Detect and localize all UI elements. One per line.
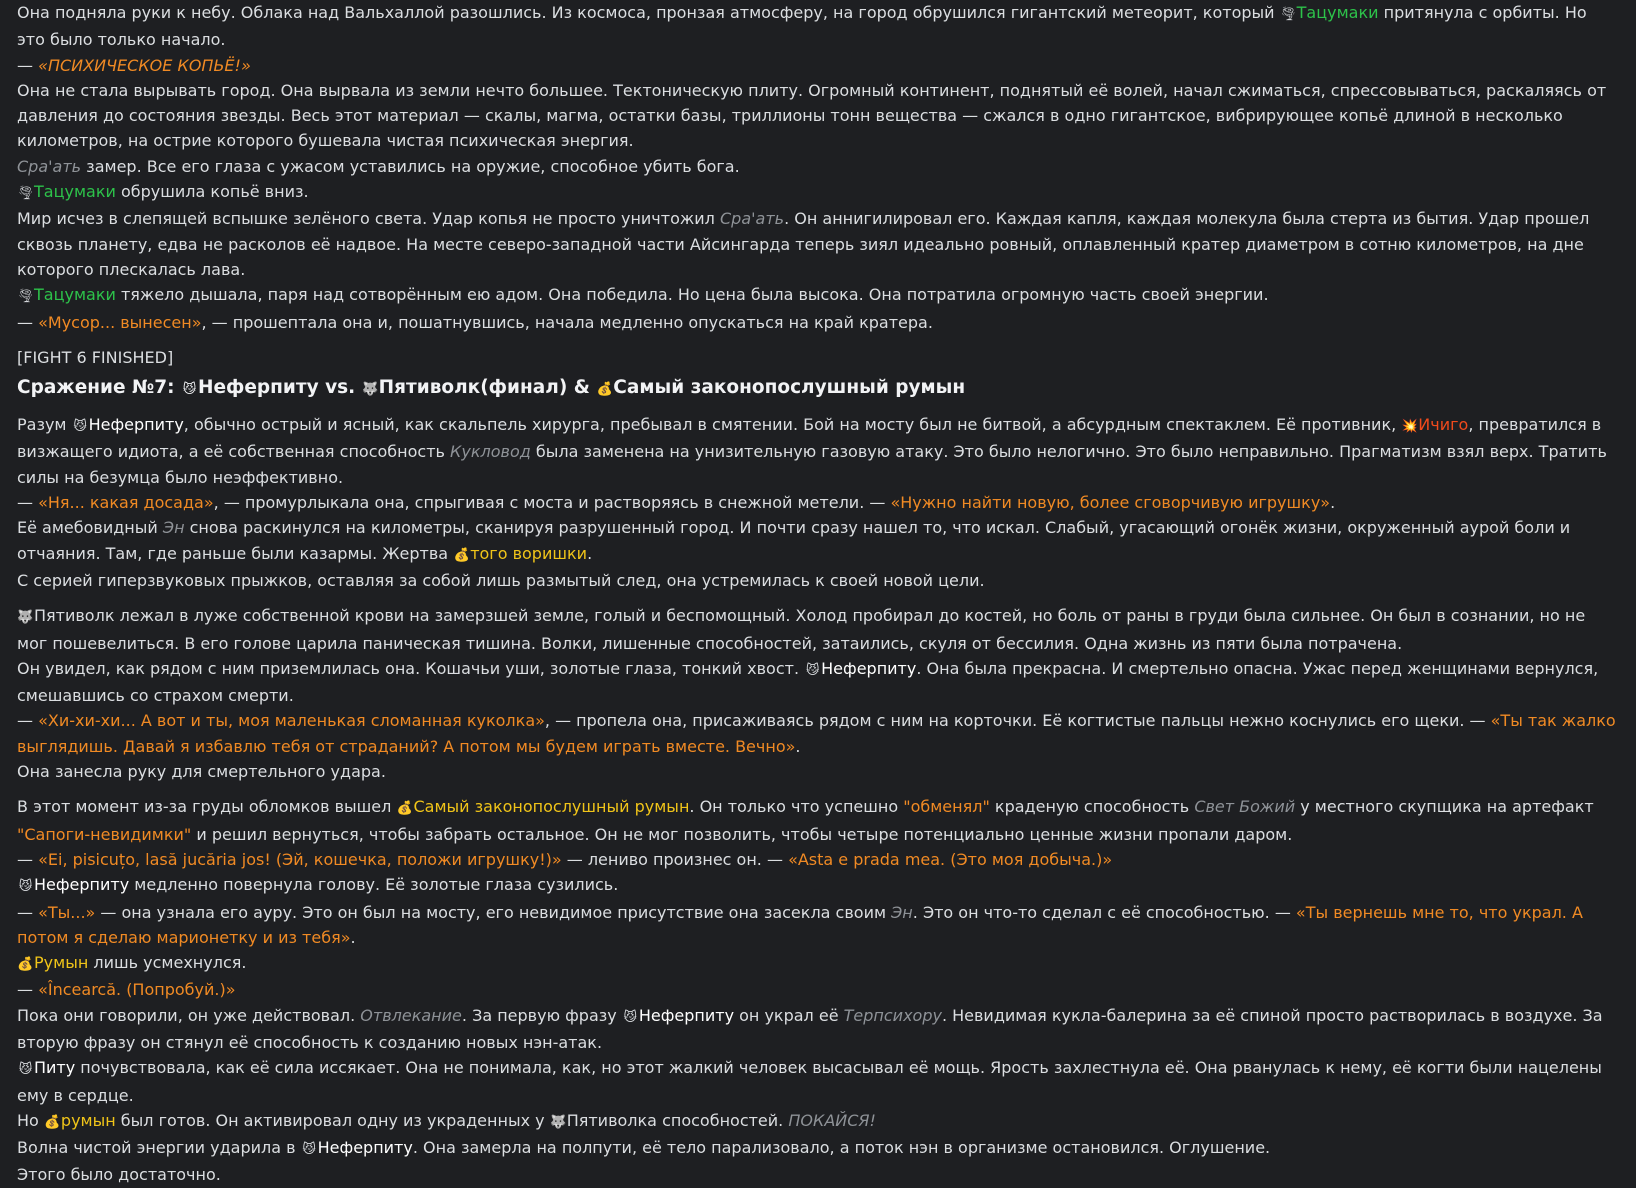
paragraph: Она занесла руку для смертельного удара.	[17, 762, 386, 782]
name-romanian: того воришки	[470, 543, 588, 563]
name-neferpitou: Неферпиту	[34, 875, 130, 895]
name-sraat: Сра'ать	[17, 156, 82, 176]
tornado-icon: 🌪	[1279, 7, 1297, 22]
paragraph: — «Мусор... вынесен», — прошептала она и, пошатнувшись, начала медленно опускаться на край кратера.	[17, 312, 933, 332]
quote: «Ты...»	[38, 902, 96, 922]
paragraph: — «Ты...» — она узнала его ауру. Это он был на мосту, его невидимое присутствие она засекла своим Эн. Это он что-то сделал с её способностью. — «Ты вернешь мне то, что украл. А потом я сделаю марионетку и из тебя».	[17, 902, 1583, 947]
paragraph: Сра'ать замер. Все его глаза с ужасом уставились на оружие, способное убить бога.	[17, 156, 740, 176]
tornado-icon: 🌪	[17, 289, 34, 305]
wolf-icon: 🐺	[17, 610, 34, 626]
paragraph: — «Хи-хи-хи... А вот и ты, моя маленькая сломанная куколка», — пропела она, присаживаясь рядом с ним на корточки. Её когтистые пальцы нежно коснулись его щеки. — «Ты так жалко выглядишь. Давай я избавлю тебя от страданий? А потом мы будем играть вместе. Вечно».	[17, 711, 1616, 756]
paragraph: В этот момент из-за груды обломков вышел 💰Самый законопослушный румын. Он только что успешно "обменял" краденую способность Свет Божий у местного скупщика на артефакт "Сапоги-невидимки" и решил вернуться, чтобы забрать остальное. Он не мог позволить, чтобы четыре потенциально ценные жизни пропали даром.	[17, 797, 1594, 844]
ability-name: Свет Божий	[1194, 797, 1296, 817]
ability-name: ПОКАЙСЯ!	[788, 1110, 876, 1130]
paragraph: Волна чистой энергии ударила в 😼 Неферпиту. Она замерла на полпути, её тело парализовало, а поток нэн в организме остановился. Оглушение.	[17, 1135, 1619, 1162]
name-romanian: румын	[60, 1110, 116, 1130]
paragraph: Она подняла руки к небу. Облака над Вальхаллой разошлись. Из космоса, пронзая атмосферу, на город обрушился гигантский метеорит, который 🌪Тацумаки притянула с орбиты. Но это было только начало.	[17, 3, 1587, 50]
cat-icon: 😼	[302, 1142, 316, 1158]
quote: "обменял"	[903, 797, 990, 817]
explosion-icon: 💥	[1401, 419, 1418, 435]
paragraph: — «Ня... какая досада», — промурлыкала она, спрыгивая с моста и растворяясь в снежной метели. — «Нужно найти новую, более сговорчивую игрушку».	[17, 493, 1336, 513]
quote: «Ня... какая досада»	[38, 493, 214, 513]
paragraph: Он увидел, как рядом с ним приземлилась она. Кошачьи уши, золотые глаза, тонкий хвост. 😼 Неферпиту. Она была прекрасна. И смертельно опасна. Ужас перед женщинами вернулся, смешавшись со страхом смерти.	[17, 658, 1599, 706]
name-romanian: Самый законопослушный румын	[413, 797, 690, 817]
money-bag-icon: 💰	[44, 1114, 61, 1130]
name-tatsumaki: Тацумаки	[34, 285, 116, 305]
quote: «Нужно найти новую, более сговорчивую игрушку»	[890, 493, 1331, 513]
cat-icon: 😼	[623, 1009, 638, 1025]
money-bag-icon: 💰	[453, 547, 470, 563]
name-neferpitou: Неферпиту	[821, 658, 917, 678]
ability-name: Терпсихору	[843, 1005, 942, 1025]
ability-name: Эн	[162, 518, 185, 538]
tornado-icon: 🌪	[17, 186, 34, 202]
paragraph: Пока они говорили, он уже действовал. Отвлекание. За первую фразу 😼 Неферпиту он украл её Терпсихору. Невидимая кукла-балерина за её спиной просто растворилась в воздухе. За вторую фразу он стянул её способность к созданию новых нэн-атак.	[17, 1005, 1603, 1052]
wolf-icon: 🐺	[362, 382, 379, 398]
paragraph: 🌪Тацумаки обрушила копьё вниз.	[17, 179, 1619, 206]
paragraph: Но 💰румын был готов. Он активировал одну из украденных у 🐺Пятиволка способностей. ПОКАЙСЯ!	[17, 1108, 1619, 1135]
quote: «Ты так жалко выглядишь. Давай я избавлю тебя от страданий? А потом мы будем играть вместе. Вечно»	[17, 711, 1616, 756]
ability-name: Эн	[891, 902, 913, 922]
paragraph: — «Ei, pisicuțo, lasă jucăria jos! (Эй, кошечка, положи игрушку!)» — лениво произнес он. — «Asta e prada mea. (Это моя добыча.)»	[17, 849, 1113, 869]
money-bag-icon: 💰	[17, 957, 34, 973]
cat-icon: 😼	[73, 419, 87, 435]
name-ichigo: Ичиго	[1418, 415, 1469, 435]
paragraph: Мир исчез в слепящей вспышке зелёного света. Удар копья не просто уничтожил Сра'ать. Он аннигилировал его. Каждая капля, каждая молекула была стерта из бытия. Удар прошел сквозь планету, едва не расколов её надвое. На месте северо-западной части Айсингарда теперь зиял идеально ровный, оплавленный кратер диаметром в сотню километров, на дне которого плескалась лава.	[17, 209, 1590, 279]
name-neferpitou: Неферпиту	[638, 1005, 735, 1025]
paragraph: — «ПСИХИЧЕСКОЕ КОПЬЁ!»	[17, 55, 251, 75]
paragraph: 🌪Тацумаки тяжело дышала, паря над сотворённым ею адом. Она победила. Но цена была высока. Она потратила огромную часть своей энергии.	[17, 282, 1619, 309]
quote: "Сапоги-невидимки"	[17, 824, 192, 844]
name-tatsumaki: Тацумаки	[1296, 3, 1379, 22]
paragraph: — «Încearcă. (Попробуй.)»	[17, 980, 236, 1000]
paragraph: Её амебовидный Эн снова раскинулся на километры, сканируя разрушенный город. И почти сразу нашел то, что искал. Слабый, угасающий огонёк жизни, окруженный аурой боли и отчаяния. Там, где раньше были казармы. Жертва 💰того воришки.	[17, 515, 1619, 568]
quote: «Мусор... вынесен»	[38, 312, 202, 332]
quote: «Încearcă. (Попробуй.)»	[38, 980, 236, 1000]
paragraph: Разум 😼 Неферпиту, обычно острый и ясный, как скальпель хирурга, пребывал в смятении. Бой на мосту был не битвой, а абсурдным спектаклем. Её противник, 💥Ичиго, превратился в визжащего идиота, а её собственная способность Кукловод была заменена на унизительную газовую атаку. Это было нелогично. Это было неправильно. Прагматизм взял верх. Тратить силы на безумца было неэффективно.	[17, 415, 1607, 487]
money-bag-icon: 💰	[596, 382, 613, 398]
quote: «ПСИХИЧЕСКОЕ КОПЬЁ!»	[38, 55, 251, 75]
name-pitou: Питу	[34, 1058, 76, 1078]
name-neferpitou: Неферпиту	[88, 415, 184, 435]
cat-icon: 😼	[18, 1062, 33, 1078]
name-romanian: Румын	[34, 953, 89, 973]
cat-icon: 😼	[805, 662, 820, 678]
quote: «Хи-хи-хи... А вот и ты, моя маленькая сломанная куколка»	[38, 711, 545, 731]
money-bag-icon: 💰	[396, 801, 414, 817]
fight-status: [FIGHT 6 FINISHED]	[17, 347, 174, 367]
paragraph: С серией гиперзвуковых прыжков, оставляя за собой лишь размытый след, она устремилась к своей новой цели.	[17, 570, 985, 590]
section-heading: Сражение №7: 😼Неферпиту vs. 🐺Пятиволк(финал) & 💰Самый законопослушный румын	[17, 375, 1619, 403]
paragraph: 😼 Питу почувствовала, как её сила иссякает. Она не понимала, как, но этот жалкий человек высасывал её мощь. Ярость захлестнула её. Она рванулась к нему, её когти были нацелены ему в сердце.	[17, 1058, 1602, 1105]
cat-icon: 😼	[18, 879, 33, 895]
cat-icon: 😼	[182, 382, 197, 398]
ability-name: Отвлекание	[360, 1005, 462, 1025]
paragraph: Этого было достаточно.	[17, 1165, 221, 1185]
wolf-icon: 🐺	[550, 1114, 567, 1130]
paragraph: 💰Румын лишь усмехнулся.	[17, 950, 1619, 977]
quote: «Ei, pisicuțo, lasă jucăria jos! (Эй, кошечка, положи игрушку!)»	[38, 849, 562, 869]
paragraph: 🐺Пятиволк лежал в луже собственной крови на замерзшей земле, голый и беспомощный. Холод пробирал до костей, но боль от раны в груди была сильнее. Он был в сознании, но не мог пошевелиться. В его голове царила паническая тишина. Волки, лишенные способностей, затаились, скуля от бессилия. Одна жизнь из пяти была потрачена.	[17, 606, 1586, 653]
quote: «Ты вернешь мне то, что украл. А потом я сделаю марионетку и из тебя»	[17, 902, 1583, 947]
paragraph: Она не стала вырывать город. Она вырвала из земли нечто большее. Тектоническую плиту. Огромный континент, поднятый её волей, начал сжиматься, спрессовываться, раскаляясь от давления до состояния звезды. Весь этот материал — скалы, магма, остатки базы, триллионы тонн вещества — сжался в одно гигантское, вибрирующее копьё длиной в несколько километров, на острие которого бушевала чистая психическая энергия.	[17, 80, 1607, 151]
name-tatsumaki: Тацумаки	[34, 182, 116, 202]
quote: «Asta e prada mea. (Это моя добыча.)»	[788, 849, 1113, 869]
name-neferpitou: Неферпиту	[317, 1138, 413, 1158]
name-sraat: Сра'ать	[720, 209, 785, 229]
paragraph: 😼 Неферпиту медленно повернула голову. Её золотые глаза сузились.	[17, 872, 1619, 899]
ability-name: Кукловод	[450, 442, 531, 462]
